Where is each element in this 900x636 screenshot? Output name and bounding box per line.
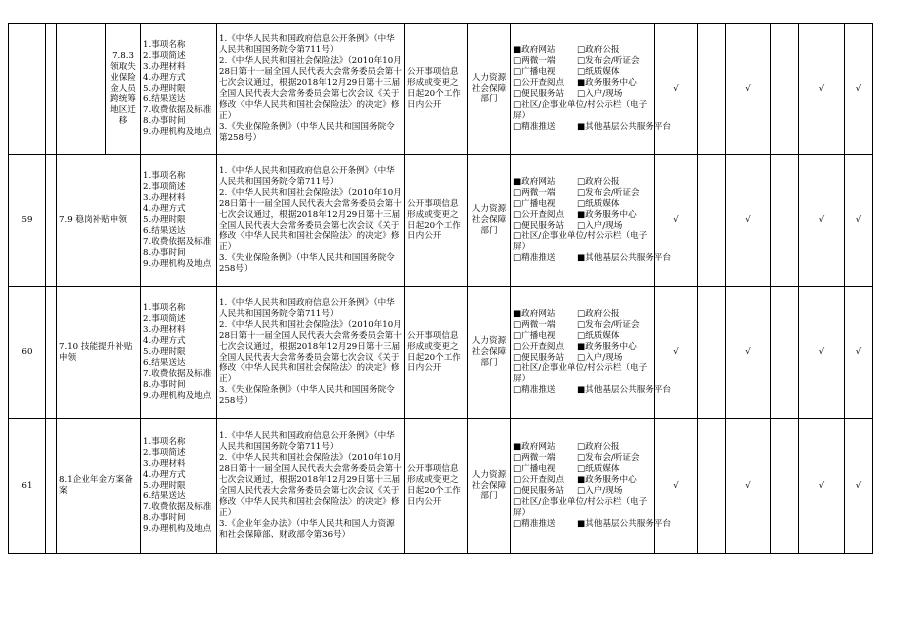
check-mark: √ [799, 419, 845, 554]
row-number: 60 [9, 287, 46, 419]
check-empty [771, 24, 799, 155]
check-mark: √ [726, 24, 771, 155]
check-empty [698, 287, 726, 419]
basis-list: 1.《中华人民共和国政府信息公开条例》（中华人民共和国国务院令第711号） 2.《中华人民共和国社会保险法》（2010年10月28日第十一届全国人民代表大会常务委员会第十七次会议通过，根据2018年12月29日第十三届全国人民代表大会常务委员会第七次会议《关于修改〈中华人民共和国社会保险法〉的决定》修正） 3.《企业年金办法》（中华人民共和国人力资源和社会保障部、财政部令第36号） [217, 419, 405, 554]
publish-time: 公开事项信息形成或变更之日起20个工作日内公开 [405, 287, 468, 419]
category-cell [46, 24, 57, 155]
channel-list: ■政府网站 □政府公报 □两微一端 □发布会/听证会 □广播电视 □纸质媒体 □公开查阅点 ■政务服务中心 □便民服务站 □入户/现场 □社区/企事业单位/村公示栏（电子屏） □精准推送 ■其他基层公共服务平台 [511, 419, 655, 554]
content-list: 1.事项名称 2.事项简述 3.办理材料 4.办理方式 5.办理时限 6.结果送达 7.收费依据及标准 8.办事时间 9.办理机构及地点 [141, 24, 217, 155]
item-name: 7.8.3领取失业保险金人员跨统筹地区迁移 [106, 24, 141, 155]
department: 人力资源社会保障部门 [468, 24, 511, 155]
department: 人力资源社会保障部门 [468, 155, 511, 287]
channel-list: ■政府网站 □政府公报 □两微一端 □发布会/听证会 □广播电视 □纸质媒体 □公开查阅点 ■政务服务中心 □便民服务站 □入户/现场 □社区/企事业单位/村公示栏（电子屏） □精准推送 ■其他基层公共服务平台 [511, 287, 655, 419]
item-name: 8.1企业年金方案备案 [57, 419, 141, 554]
table-row [9, 419, 891, 554]
check-empty [771, 155, 799, 287]
check-empty [771, 287, 799, 419]
check-mark: √ [726, 287, 771, 419]
check-mark: √ [799, 287, 845, 419]
content-list: 1.事项名称 2.事项简述 3.办理材料 4.办理方式 5.办理时限 6.结果送达 7.收费依据及标准 8.办事时间 9.办理机构及地点 [141, 419, 217, 554]
content-list: 1.事项名称 2.事项简述 3.办理材料 4.办理方式 5.办理时限 6.结果送达 7.收费依据及标准 8.办事时间 9.办理机构及地点 [141, 287, 217, 419]
row-number [9, 24, 46, 155]
disclosure-table [8, 23, 891, 554]
publish-time: 公开事项信息形成或变更之日起20个工作日内公开 [405, 24, 468, 155]
check-mark: √ [655, 287, 698, 419]
publish-time: 公开事项信息形成或变更之日起20个工作日内公开 [405, 155, 468, 287]
category-cell [46, 155, 57, 287]
basis-list: 1.《中华人民共和国政府信息公开条例》（中华人民共和国国务院令第711号） 2.《中华人民共和国社会保险法》（2010年10月28日第十一届全国人民代表大会常务委员会第十七次会议通过，根据2018年12月29日第十三届全国人民代表大会常务委员会第七次会议《关于修改〈中华人民共和国社会保险法〉的决定》修正） 3.《失业保险条例》（中华人民共和国国务院令 258号） [217, 155, 405, 287]
content-list: 1.事项名称 2.事项简述 3.办理材料 4.办理方式 5.办理时限 6.结果送达 7.收费依据及标准 8.办事时间 9.办理机构及地点 [141, 155, 217, 287]
publish-time: 公开事项信息形成或变更之日起20个工作日内公开 [405, 419, 468, 554]
check-mark: √ [726, 419, 771, 554]
department: 人力资源社会保障部门 [468, 287, 511, 419]
check-mark: √ [799, 155, 845, 287]
table-row [9, 287, 891, 419]
category-cell [46, 287, 57, 419]
check-mark: √ [655, 155, 698, 287]
item-name: 7.10 技能提升补贴申领 [57, 287, 141, 419]
basis-list: 1.《中华人民共和国政府信息公开条例》（中华人民共和国国务院令第711号） 2.《中华人民共和国社会保险法》（2010年10月28日第十一届全国人民代表大会常务委员会第十七次会议通过，根据2018年12月29日第十三届全国人民代表大会常务委员会第七次会议《关于修改〈中华人民共和国社会保险法〉的决定》修正） 3.《失业保险条例》（中华人民共和国国务院令 258号） [217, 287, 405, 419]
check-mark: √ [845, 155, 873, 287]
department: 人力资源社会保障部门 [468, 419, 511, 554]
table-row [9, 24, 891, 155]
check-mark: √ [799, 24, 845, 155]
check-empty [698, 155, 726, 287]
check-mark: √ [655, 419, 698, 554]
check-empty [698, 419, 726, 554]
item-name: 7.9 稳岗补贴申领 [57, 155, 141, 287]
channel-list: ■政府网站 □政府公报 □两微一端 □发布会/听证会 □广播电视 □纸质媒体 □公开查阅点 ■政务服务中心 □便民服务站 □入户/现场 □社区/企事业单位/村公示栏（电子屏） □精准推送 ■其他基层公共服务平台 [511, 155, 655, 287]
check-empty [698, 24, 726, 155]
table-row [9, 155, 891, 287]
check-mark: √ [845, 24, 873, 155]
check-mark: √ [845, 287, 873, 419]
check-empty [771, 419, 799, 554]
check-mark: √ [655, 24, 698, 155]
row-number: 59 [9, 155, 46, 287]
category-cell [46, 419, 57, 554]
channel-list: ■政府网站 □政府公报 □两微一端 □发布会/听证会 □广播电视 □纸质媒体 □公开查阅点 ■政务服务中心 □便民服务站 □入户/现场 □社区/企事业单位/村公示栏（电子屏） □精准推送 ■其他基层公共服务平台 [511, 24, 655, 155]
basis-list: 1.《中华人民共和国政府信息公开条例》（中华人民共和国国务院令第711号） 2.《中华人民共和国社会保险法》（2010年10月28日第十一届全国人民代表大会常务委员会第十七次会议通过，根据2018年12月29日第十三届全国人民代表大会常务委员会第七次会议《关于修改〈中华人民共和国社会保险法〉的决定》修正） 3.《失业保险条例》（中华人民共和国国务院令第258号） [217, 24, 405, 155]
check-mark: √ [726, 155, 771, 287]
subcategory-cell [57, 24, 106, 155]
check-mark: √ [845, 419, 873, 554]
row-number: 61 [9, 419, 46, 554]
